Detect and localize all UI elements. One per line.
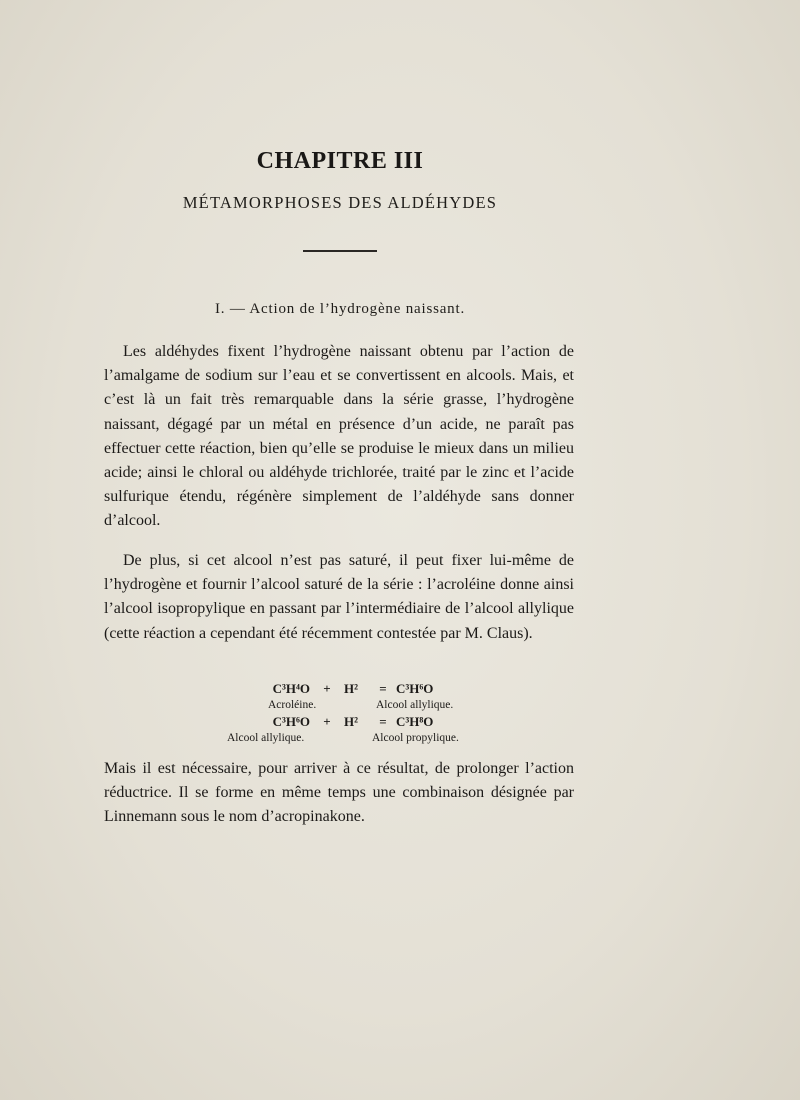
equation-2-labels	[200, 730, 500, 746]
equation-2-left-label: Alcool allylique.	[227, 732, 305, 744]
equation-2-right-label: Alcool propylique.	[372, 732, 459, 744]
equation-1-operator: +	[323, 681, 331, 696]
equation-1-middle: H²	[344, 681, 359, 696]
paragraph-3-block	[104, 757, 574, 830]
equation-1-right-label: Alcool allylique.	[376, 699, 454, 711]
section-heading: I. — Action de l’hydrogène naissant.	[215, 301, 465, 317]
paragraph-3: Mais il est nécessaire, pour arriver à ce résultat, de prolonger l’action réductrice. Il se forme en même temps une combinaison désignée par Linnemann sous le nom d’acropinakone.	[104, 760, 574, 826]
equation-1-labels	[200, 697, 500, 713]
equation-2-equals: =	[379, 714, 387, 729]
chapter-subtitle: MÉTAMORPHOSES DES ALDÉHYDES	[182, 193, 498, 212]
equation-1	[200, 680, 500, 697]
equation-1-right: C³H⁶O	[396, 681, 434, 696]
equation-2	[200, 713, 500, 730]
equation-1-left-label: Acroléine.	[268, 699, 317, 711]
decorative-rule	[303, 250, 377, 252]
equations-block	[200, 680, 500, 746]
paragraph-1-block	[104, 340, 574, 534]
chapter-title: CHAPITRE III	[256, 148, 424, 174]
paragraph-2: De plus, si cet alcool n’est pas saturé, il peut fixer lui-même de l’hydrogène et fournir l’alcool saturé de la série : l’acroléine donne ainsi l’alcool isopropylique en passant par l’intermédiaire de l’alcool allylique (cette réaction a cependant été récemment contestée par M. Claus).	[104, 552, 574, 642]
equation-1-equals: =	[379, 681, 387, 696]
paragraph-1: Les aldéhydes fixent l’hydrogène naissant obtenu par l’action de l’amalgame de sodium sur l’eau et se convertissent en alcools. Mais, et c’est là un fait très remarquable dans la série grasse, l’hydrogène naissant, dégagé par un métal en présence d’un acide, ne paraît pas effectuer cette réaction, bien qu’elle se produise le mieux dans un milieu acide; ainsi le chloral ou aldéhyde trichlorée, traité par le zinc et l’acide sulfurique étendu, régénère simplement de l’aldéhyde sans donner d’alcool.	[104, 343, 574, 530]
equation-2-middle: H²	[344, 714, 359, 729]
equation-2-operator: +	[323, 714, 331, 729]
equation-1-left: C³H⁴O	[272, 681, 310, 696]
paragraph-2-block	[104, 549, 574, 646]
equation-2-right: C³H⁸O	[396, 714, 434, 729]
equation-2-left: C³H⁶O	[272, 714, 310, 729]
